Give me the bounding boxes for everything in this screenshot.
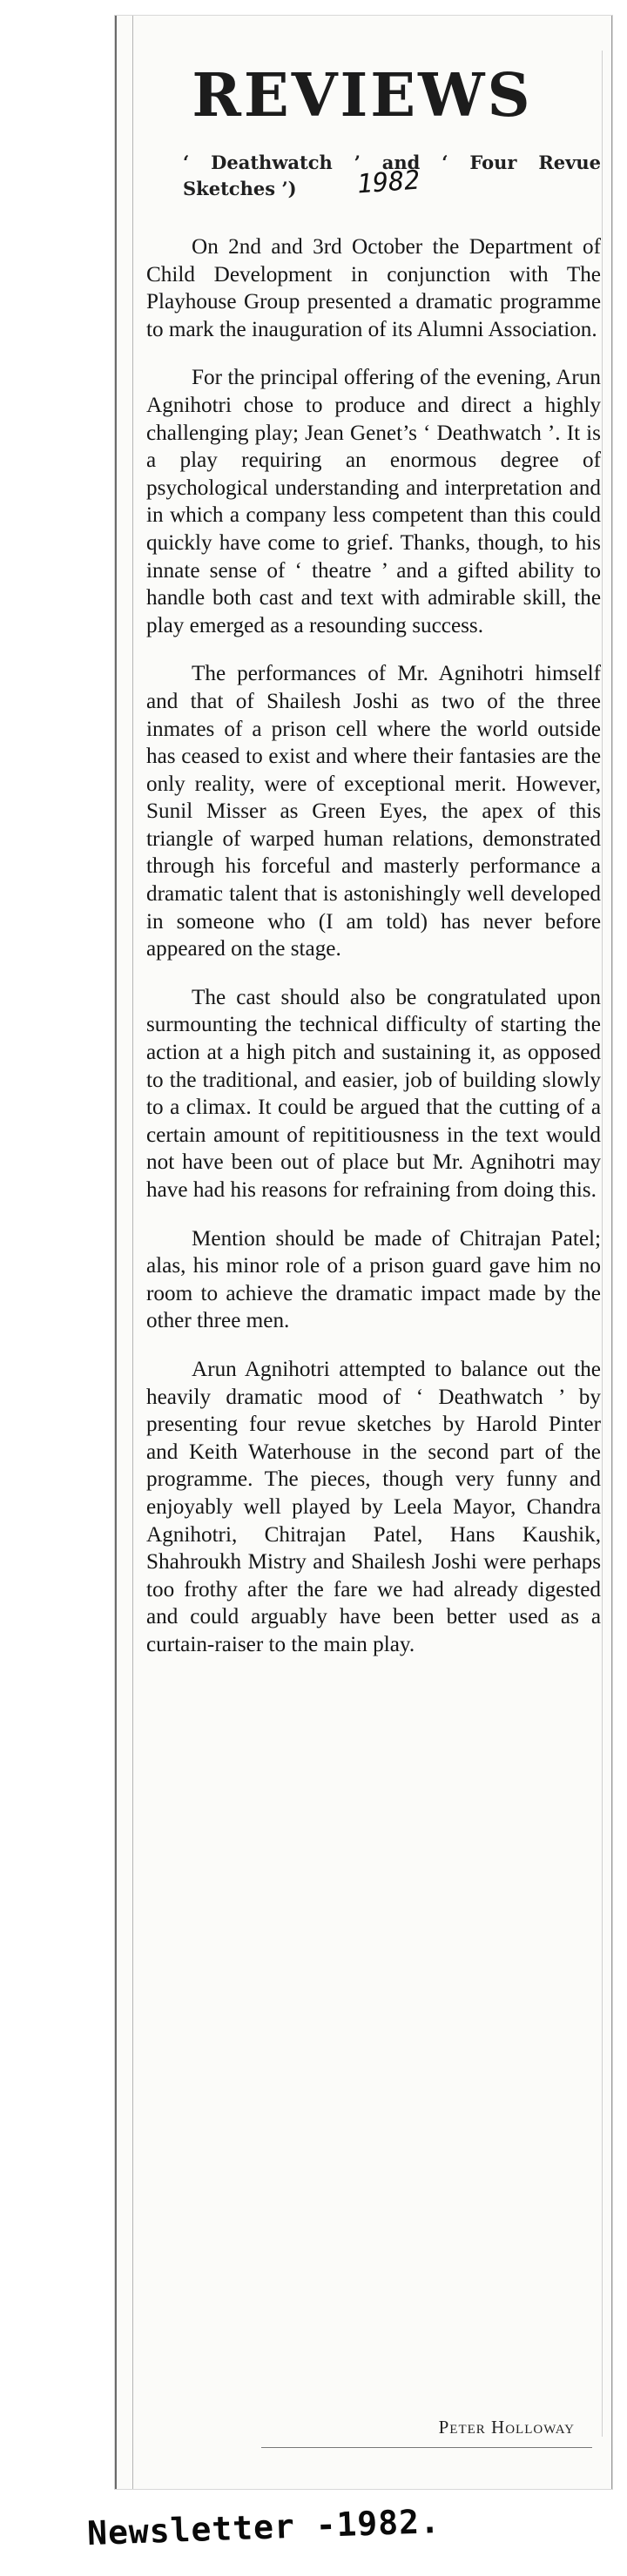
handwritten-annotation: Newsletter -1982. — [86, 2501, 442, 2553]
paragraph-2: For the principal offering of the evening, Arun Agnihotri chose to produce and direct a highly challenging play; Jean Genet’s ‘ Deathwatch ’. It is a play requiring an enormous degree of psychological understanding and interpretation and in which a company less competent than this could quickly have come to grief. Thanks, though, to his innate sense of ‘ theatre ’ and a gifted ability to handle both cast and text with admirable skill, the play emerged as a resounding success. — [146, 366, 601, 637]
author-byline: Peter Holloway — [438, 2417, 575, 2438]
paragraph-4: The cast should also be congratulated upon surmounting the technical difficulty of starting the action at a high pitch and sustaining it, as opposed to the traditional, and easier, job of building slowly to a climax. It could be argued that the cutting of a certain amount of repititiousness in the text would not have been out of place but Mr. Agnihotri may have had his reasons for refraining from doing this. — [146, 985, 601, 1202]
section-heading: REVIEWS — [192, 61, 533, 131]
article-body — [146, 233, 601, 1678]
byline-rule — [261, 2447, 592, 2448]
handwritten-year: 1982 — [355, 165, 421, 200]
paragraph-6: Arun Agnihotri attempted to balance out the heavily dramatic mood of ‘ Deathwatch ’ by presenting four revue sketches by Harold Pinter and Keith Waterhouse in the second part of the programme. The pieces, though very funny and enjoyably well played by Leela Mayor, Chandra Agnihotri, Chitrajan Patel, Hans Kaushik, Shahroukh Mistry and Shailesh Joshi were perhaps too frothy after the fare we had already digested and could arguably have been better used as a curtain-raiser to the main play. — [146, 1357, 601, 1656]
paragraph-3: The performances of Mr. Agnihotri himself and that of Shailesh Joshi as two of the three inmates of a prison cell where the world outside has ceased to exist and where their fantasies are the only reality, were of exceptional merit. However, Sunil Misser as Green Eyes, the apex of this triangle of warped human relations, demonstrated through his forceful and masterly performance a dramatic talent that is astonishingly well developed in someone who (I am told) has never before appeared on the stage. — [146, 662, 601, 961]
review-subheading: ‘ Deathwatch ’ and ‘ Four Revue Sketches ’) — [183, 152, 601, 199]
paragraph-5: Mention should be made of Chitrajan Patel; alas, his minor role of a prison guard gave him no room to achieve the dramatic impact made by the other three men. — [146, 1226, 601, 1333]
paragraph-1: On 2nd and 3rd October the Department of Child Development in conjunction with The Playhouse Group presented a dramatic programme to mark the inauguration of its Alumni Association. — [146, 235, 601, 341]
